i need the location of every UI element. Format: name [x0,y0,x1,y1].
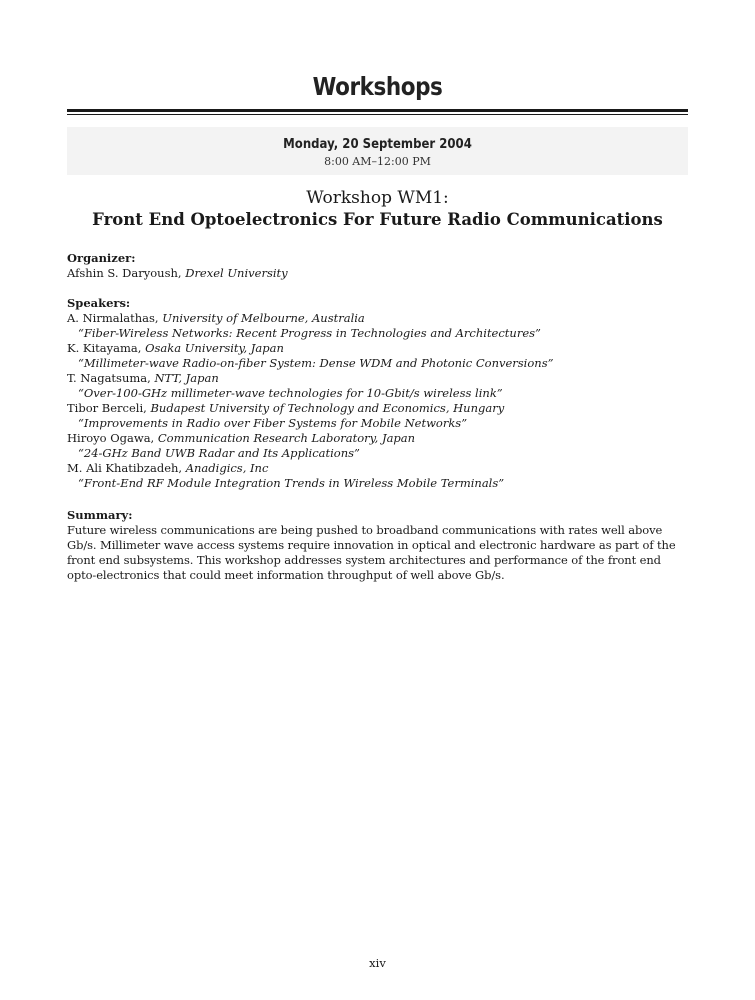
title-rule-thin [67,114,688,115]
summary-text: Future wireless communications are being pushed to broadband communications with rates well above Gb/s. Millimeter wave access systems require innovation in optical and electronic hardware as part of the front end subsystems. This workshop addresses system architectures and performance of the front end opto-electronics that could meet information throughput of well above Gb/s. [67,523,676,582]
speaker-entry [67,461,692,491]
organizer-name: Afshin S. Daryoush, [67,266,182,280]
speaker-affiliation: Budapest University of Technology and Economics, Hungary [150,401,505,415]
speakers-section [67,296,692,491]
speakers-heading: Speakers: [67,296,131,310]
session-date-band [67,127,688,175]
speaker-name: K. Kitayama, [67,341,142,355]
speaker-affiliation: Anadigics, Inc [185,461,269,475]
speaker-talk-title: “Improvements in Radio over Fiber Systems for Mobile Networks” [78,416,468,430]
summary-heading: Summary: [67,508,133,522]
speaker-affiliation: NTT, Japan [154,371,219,385]
page-title: Workshops [312,72,443,101]
speaker-talk-title: “Millimeter-wave Radio-on-fiber System: Dense WDM and Photonic Conversions” [78,356,554,370]
speaker-affiliation: Communication Research Laboratory, Japan [157,431,416,445]
organizer-section [67,251,692,281]
speaker-line [67,431,692,446]
speaker-line [67,461,692,476]
workshop-code: Workshop WM1: [306,188,449,208]
speaker-line [67,341,692,356]
speaker-name: A. Nirmalathas, [67,311,159,325]
speaker-name: M. Ali Khatibzadeh, [67,461,183,475]
title-rule-thick [67,109,688,112]
speaker-line [67,401,692,416]
speaker-entry [67,311,692,341]
session-date: Monday, 20 September 2004 [283,137,472,152]
speaker-name: Hiroyo Ogawa, [67,431,155,445]
speaker-talk-title: “24-GHz Band UWB Radar and Its Applications” [78,446,360,460]
speaker-talk-title: “Fiber-Wireless Networks: Recent Progress in Technologies and Architectures” [78,326,541,340]
speaker-affiliation: Osaka University, Japan [145,341,284,355]
speaker-talk-title: “Front-End RF Module Integration Trends in Wireless Mobile Terminals” [78,476,505,490]
page-number: xiv [369,956,386,970]
speaker-line [67,371,692,386]
speaker-entry [67,371,692,401]
organizer-heading: Organizer: [67,251,136,265]
speaker-line [67,311,692,326]
speaker-entry [67,401,692,431]
speaker-affiliation: University of Melbourne, Australia [162,311,365,325]
speakers-list [67,311,692,491]
summary-section [67,508,692,583]
speaker-talk-title: “Over-100-GHz millimeter-wave technologies for 10-Gbit/s wireless link” [78,386,503,400]
session-time: 8:00 AM–12:00 PM [324,155,431,168]
speaker-name: Tibor Berceli, [67,401,147,415]
organizer-line [67,266,692,281]
organizer-affiliation: Drexel University [185,266,288,280]
workshop-title: Front End Optoelectronics For Future Radio Communications [92,210,663,229]
speaker-name: T. Nagatsuma, [67,371,151,385]
speaker-entry [67,431,692,461]
speaker-entry [67,341,692,371]
